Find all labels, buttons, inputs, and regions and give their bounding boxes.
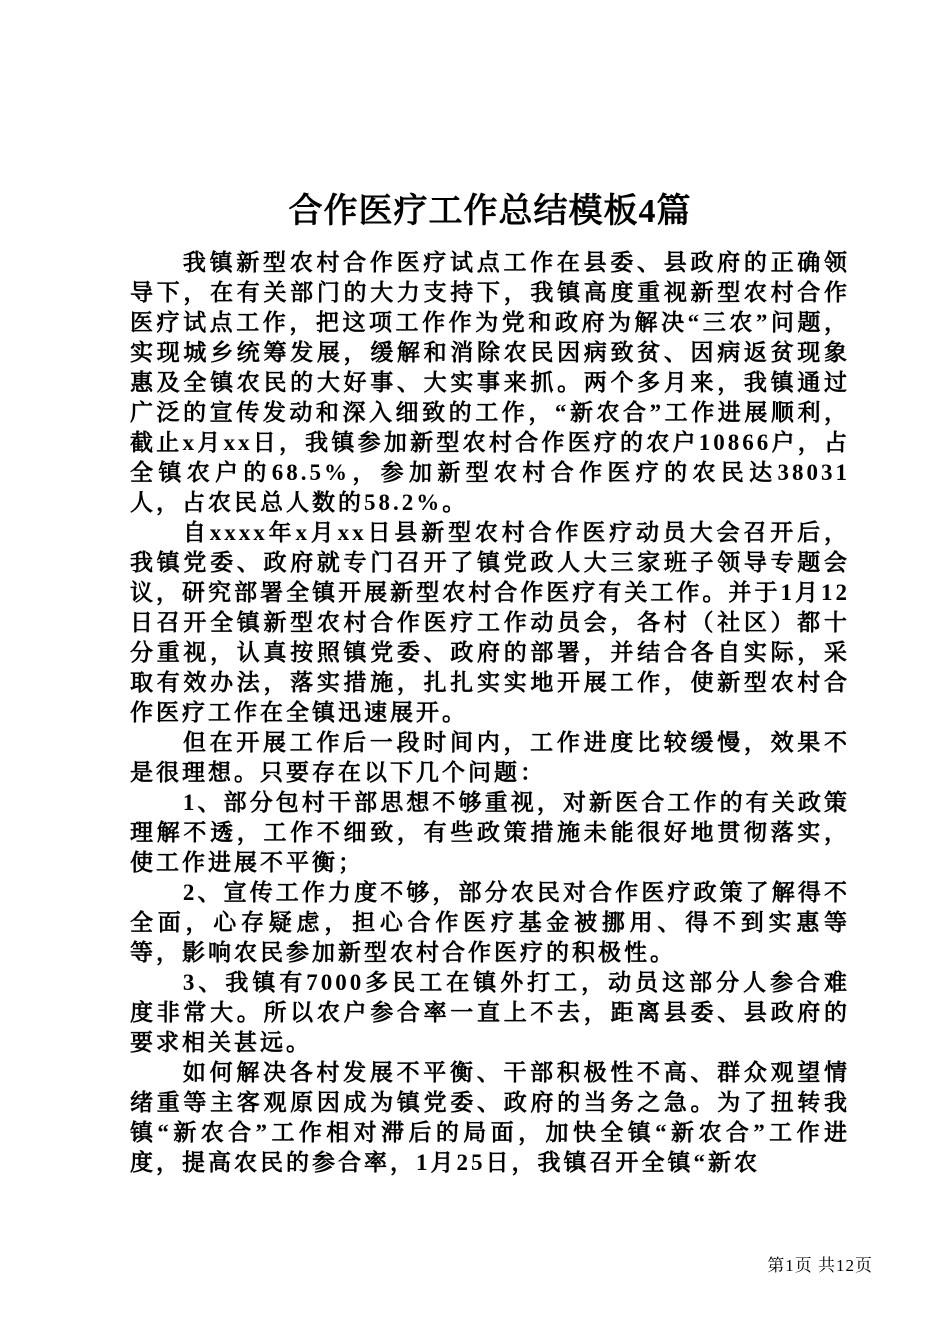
page-footer (767, 1251, 873, 1276)
paragraph: 自xxxx年x月xx日县新型农村合作医疗动员大会召开后，我镇党委、政府就专门召开了镇党政人大三家班子领导专题会议，研究部署全镇开展新型农村合作医疗有关工作。并于1月12日召开全镇新型农村合作医疗工作动员会，各村（社区）都十分重视，认真按照镇党委、政府的部署，并结合各自实际，采取有效办法，落实措施，扎扎实实地开展工作，使新型农村合作医疗工作在全镇迅速展开。 (130, 520, 850, 725)
paragraph: 3、我镇有7000多民工在镇外打工，动员这部分人参合难度非常大。所以农户参合率一直上不去，距离县委、县政府的要求相关甚远。 (130, 970, 850, 1055)
paragraph: 1、部分包村干部思想不够重视，对新医合工作的有关政策理解不透，工作不细致，有些政策措施未能很好地贯彻落实，使工作进展不平衡； (130, 790, 850, 875)
document-title: 合作医疗工作总结模板4篇 (288, 193, 692, 230)
page-number-label: 第1页 共12页 (767, 1256, 873, 1275)
paragraph: 如何解决各村发展不平衡、干部积极性不高、群众观望情绪重等主客观原因成为镇党委、政府的当务之急。为了扭转我镇“新农合”工作相对滞后的局面，加快全镇“新农合”工作进度，提高农民的参合率，1月25日，我镇召开全镇“新农 (130, 1060, 850, 1175)
paragraph: 2、宣传工作力度不够，部分农民对合作医疗政策了解得不全面，心存疑虑，担心合作医疗基金被挪用、得不到实惠等等，影响农民参加新型农村合作医疗的积极性。 (130, 880, 850, 965)
paragraph: 但在开展工作后一段时间内，工作进度比较缓慢，效果不是很理想。只要存在以下几个问题： (130, 730, 850, 785)
paragraph: 我镇新型农村合作医疗试点工作在县委、县政府的正确领导下，在有关部门的大力支持下，我镇高度重视新型农村合作医疗试点工作，把这项工作作为党和政府为解决“三农”问题，实现城乡统筹发展，缓解和消除农民因病致贫、因病返贫现象惠及全镇农民的大好事、大实事来抓。两个多月来，我镇通过广泛的宣传发动和深入细致的工作，“新农合”工作进展顺利，截止x月xx日，我镇参加新型农村合作医疗的农户10866户，占全镇农户的68.5%，参加新型农村合作医疗的农民达38031人，占农民总人数的58.2%。 (130, 250, 850, 515)
